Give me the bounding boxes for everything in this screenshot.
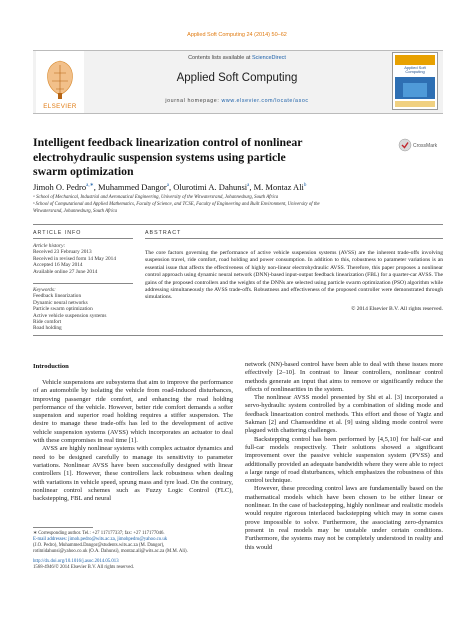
journal-cover-thumbnail[interactable] [392, 52, 438, 110]
author[interactable]: Jimoh O. Pedro$^{a,∗}$, [33, 182, 99, 192]
history-item: Available online 27 June 2014 [33, 268, 98, 275]
keyword: Particle swarm optimization [33, 306, 93, 313]
keyword: Feedback linearization [33, 293, 82, 300]
affiliation-b-cont: Witwatersrand, Johannesburg, South Africa [33, 208, 118, 214]
paragraph: Backstepping control has been performed by [4,5,10] for half-car and full-car models respectively. Their solutions showed a significant improvement over the passive vehicle suspension system (PVSS) and additionally provided an adequate bandwidth where they were able to reject a large range of road disturbances, which emphasizes the robustness of this control technique. [245, 435, 443, 485]
abstract-heading: ABSTRACT [145, 230, 182, 236]
body-right-column [245, 361, 443, 552]
divider [145, 238, 443, 239]
keyword: Dynamic neural networks [33, 299, 88, 306]
keyword: Active vehicle suspension systems [33, 312, 107, 319]
keyword: Ride comfort [33, 319, 62, 326]
issn-copyright: 1568-4946/© 2014 Elsevier B.V. All rights reserved. [33, 565, 134, 570]
sciencedirect-link[interactable]: ScienceDirect [251, 55, 286, 61]
affiliation-b: ᵇ School of Computational and Applied Mathematics, Faculty of Science, and TCSE, Faculty of Engineering and Built Environment, University of the [33, 202, 320, 207]
footnotes [33, 531, 238, 571]
paragraph: Vehicle suspensions are subsystems that aim to improve the performance of an automobile by isolating the vehicle from road-induced disturbances, improving passenger ride comfort, and enhancing the road holding performance of the vehicle. However, better ride comfort demands a softer suspension and superior road holding requires a stiffer suspension. The desire to manage these trade-offs has led to the development of active vehicle suspension systems (AVSS) which incorporates an actuator to deal with these compromises in real time [1]. [33, 379, 233, 445]
article-info-heading: ARTICLE INFO [33, 230, 82, 236]
title-line: Intelligent feedback linearization control of nonlinear [33, 135, 303, 149]
paragraph: network (NN)-based control have been able to deal with these issues more effectively [2–10]. In contrast to linear controllers, nonlinear control methods generate an input that aims to remove or significantly reduce the effects of nonlinearities in the system. [245, 361, 443, 393]
contents-prefix: Contents lists available at [188, 55, 252, 61]
doi-link[interactable]: http://dx.doi.org/10.1016/j.asoc.2014.05.013 [33, 559, 119, 564]
paragraph: However, these preceding control laws are fundamentally based on the mathematical models which have been chosen to be either linear or nonlinear. In the case of backstepping, highly nonlinear and realistic models would require rigorous interlaced backstepping which may in some cases prove impossible to solve. Furthermore, the associating zero-dynamics present in real models may be unstable under certain conditions. Furthermore, the systems may not be completely understood in reality and this would [245, 485, 443, 551]
journal-title[interactable]: Applied Soft Computing [176, 72, 298, 84]
crossmark-icon [399, 139, 411, 151]
crossmark-badge[interactable] [398, 137, 438, 153]
divider [33, 335, 443, 336]
body-left-column [33, 379, 233, 503]
journal-reference[interactable]: Applied Soft Computing 24 (2014) 50–62 [187, 32, 287, 38]
abstract-text: The core factors governing the performance of active vehicle suspension systems (AVSS) are the inherent trade-offs involving suspension travel, ride comfort, road holding and power consumption. In addition to this, robustness to parameter variations is an essential issue that affects the effectiveness of highly non-linear electrohydraulic AVSS. Therefore, this paper proposes a nonlinear control approach using dynamic neural network (DNN)-based input-output feedback linearization (FBL) for a quarter-car AVSS. The gains of the proposed controllers and the weights of the DNNs are selected using particle swarm optimization (PSO) algorithm while addressing simultaneously the AVSS trade-offs. Robustness and effectiveness of the proposed controller were demonstrated through simulations. [145, 250, 443, 301]
homepage-link[interactable]: www.elsevier.com/locate/asoc [221, 98, 309, 104]
abstract-copyright: © 2014 Elsevier B.V. All rights reserved. [351, 306, 443, 312]
footnote-divider [33, 527, 93, 528]
keywords-label: Keywords: [33, 287, 56, 293]
keyword: Road holding [33, 325, 62, 332]
footnote-emails-cont[interactable]: rotimidahunsi@yahoo.co.uk (O.A. Dahunsi), montaz.ali@wits.ac.za (M.M. Ali). [33, 549, 188, 554]
affiliation-a: ᵃ School of Mechanical, Industrial and Aeronautical Engineering, University of the Witwatersrand, Johannesburg, South Africa [33, 195, 279, 200]
footnote-corresponding: ∗ Corresponding author. Tel.: +27 117177337; fax: +27 117177046. [33, 531, 165, 536]
history-item: Received in revised form 14 May 2014 [33, 255, 116, 262]
divider [33, 224, 443, 225]
title-line: swarm optimization [33, 164, 134, 178]
paragraph: The nonlinear AVSS model presented by Shi et al. [3] incorporated a servo-hydraulic system controlled by a combination of sliding mode and feedback linearization control methods. This effort and those of Yagiz and Sakman [2] and Chamseddine et al. [9] using sliding mode control were plagued with chattering challenges. [245, 394, 443, 435]
footnote-emails[interactable]: E-mail addresses: jimoh.pedro@wits.ac.za, jimohpedro@yahoo.co.uk [33, 537, 168, 542]
homepage-prefix: journal homepage: [165, 98, 222, 104]
cover-title: Applied Soft Computing [404, 65, 426, 75]
history-item: Accepted 16 May 2014 [33, 262, 83, 269]
paragraph: AVSS are highly nonlinear systems with complex actuator dynamics and need to be designed carefully to manage its sensitivity to parameter variations. Nonlinear AVSS have been successfully designed with linear controllers [1]. However, these controllers lack robustness when dealing with variations in vehicle speed, sprung mass and tyre load. On the contrary, nonlinear control schemes such as Fuzzy Logic Control (FLC), backstepping, FBL and neural [33, 445, 233, 503]
history-label: Article history: [33, 243, 66, 249]
history-item: Received 23 February 2013 [33, 249, 92, 256]
author[interactable]: Olurotimi A. Dahunsi$^a$, [173, 182, 254, 192]
article-history [33, 243, 138, 275]
footnote-emails-cont[interactable]: (J.O. Pedro), Muhammed.Dangor@students.wits.ac.za (M. Dangor), [33, 543, 165, 548]
divider [33, 238, 133, 239]
crossmark-label: CrossMark [413, 143, 438, 149]
article-title [33, 135, 363, 179]
keywords [33, 287, 138, 332]
section-heading-introduction: Introduction [33, 363, 69, 370]
divider [33, 283, 133, 284]
author[interactable]: Muhammed Dangor$^a$, [98, 182, 174, 192]
author-list [33, 182, 453, 192]
author[interactable]: M. Montaz Ali$^b$ [253, 182, 307, 192]
elsevier-wordmark: ELSEVIER [43, 103, 77, 110]
title-line: electrohydraulic suspension systems using particle [33, 149, 286, 164]
